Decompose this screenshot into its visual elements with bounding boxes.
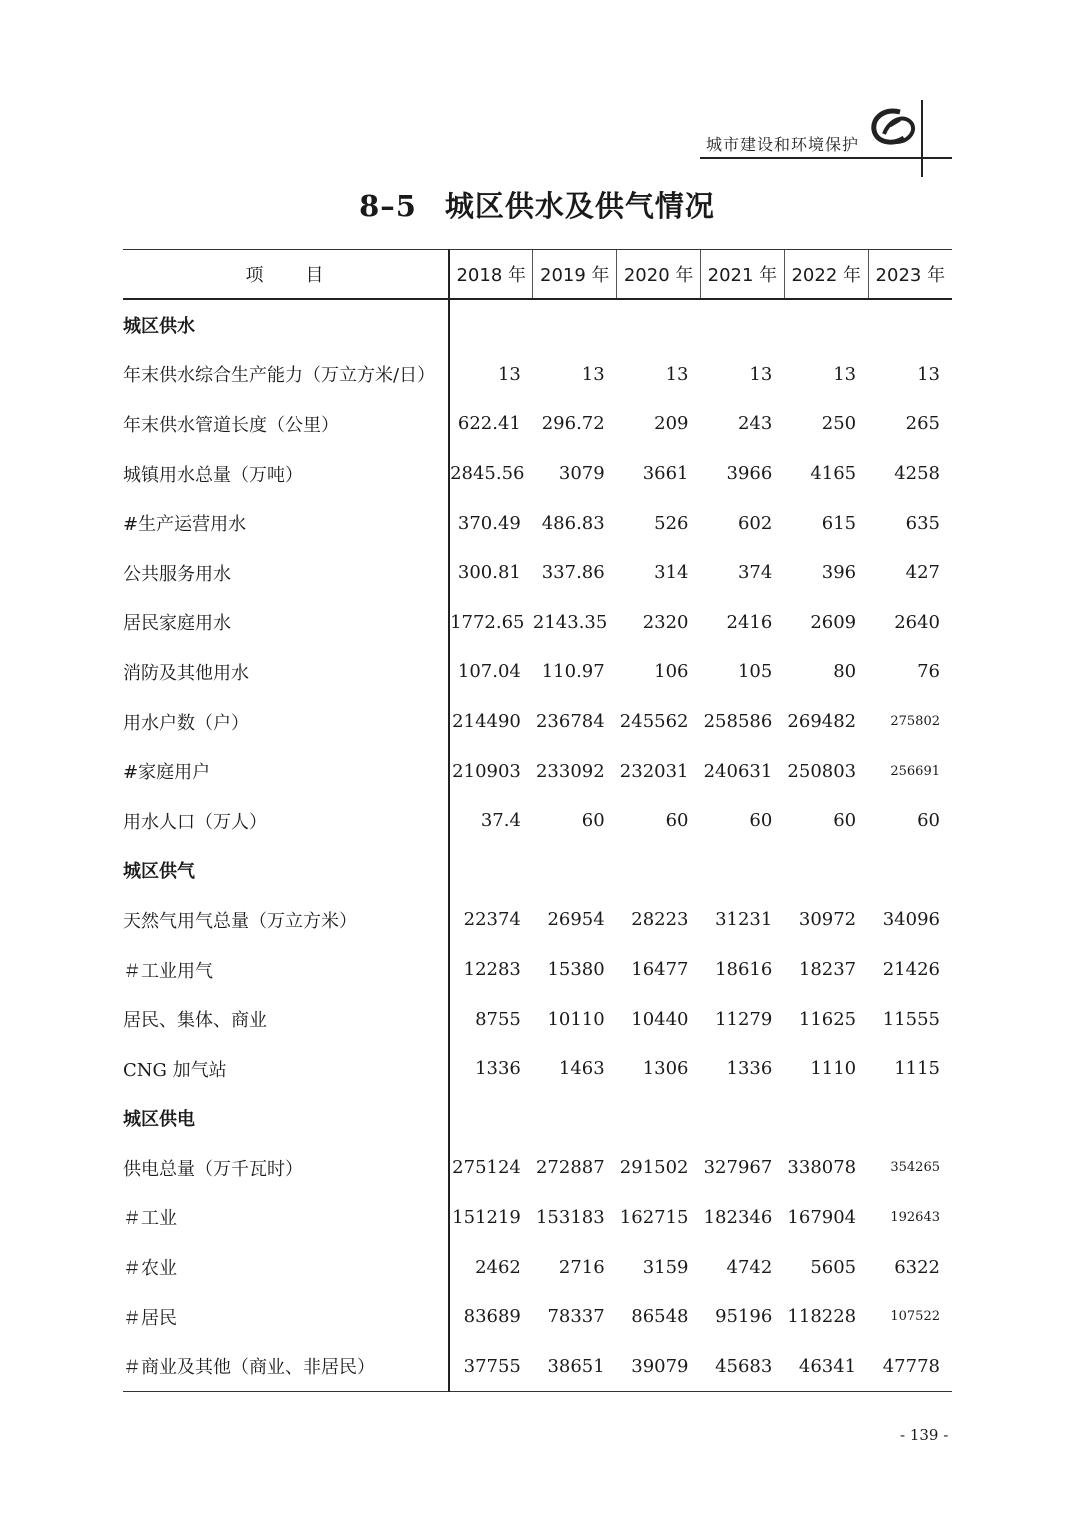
table-row — [123, 796, 952, 846]
cell-value: 272887 — [535, 1157, 605, 1179]
table-row — [123, 1292, 952, 1342]
column-header-year: 2019 年 — [533, 250, 617, 300]
cell-value — [701, 1094, 785, 1144]
cell-value: 22374 — [463, 909, 521, 931]
cell-value: 86548 — [631, 1306, 689, 1328]
row-label: 公共服务用水 — [123, 548, 449, 598]
cell-value: 354265 — [890, 1160, 940, 1176]
cell-value: 13 — [749, 363, 773, 385]
cell-value: 78337 — [547, 1306, 605, 1328]
cell-value: 13 — [833, 363, 857, 385]
cell-value: 3966 — [726, 463, 773, 485]
row-label: ＃工业用气 — [123, 945, 449, 995]
cell-value: 3159 — [642, 1256, 689, 1278]
cell-value: 31231 — [715, 909, 773, 931]
section-row — [123, 299, 952, 350]
cell-value: 2143.35 — [532, 611, 608, 633]
cell-value: 622.41 — [457, 413, 521, 435]
cell-value: 296.72 — [541, 413, 605, 435]
cell-value: 4258 — [894, 463, 940, 485]
cell-value: 38651 — [533, 1341, 617, 1391]
cell-value: 2845.56 — [450, 463, 525, 485]
cell-value — [617, 1094, 701, 1144]
cell-value — [701, 299, 785, 350]
row-label: ＃居民 — [123, 1292, 449, 1342]
cell-value: 182346 — [703, 1206, 773, 1228]
cell-value — [533, 1094, 617, 1144]
cell-value: 4165 — [810, 463, 857, 485]
cell-value: 300.81 — [457, 562, 521, 584]
row-label: 用水人口（万人） — [123, 796, 449, 846]
row-label: 供电总量（万千瓦时） — [123, 1143, 449, 1193]
table-row — [123, 1193, 952, 1243]
cell-value — [533, 846, 617, 896]
cell-value: 47778 — [868, 1341, 952, 1391]
cell-value: 275802 — [890, 714, 940, 730]
row-label: 居民、集体、商业 — [123, 994, 449, 1044]
cell-value: 2416 — [726, 611, 773, 633]
cell-value: 12283 — [463, 959, 521, 981]
cell-value — [868, 299, 952, 350]
cell-value — [701, 846, 785, 896]
cell-value: 374 — [737, 562, 773, 584]
cell-value: 250 — [821, 413, 857, 435]
data-table — [123, 249, 952, 1392]
table-row — [123, 1242, 952, 1292]
cell-value: 95196 — [715, 1306, 773, 1328]
cell-value: 8755 — [475, 1008, 521, 1030]
cell-value: 60 — [581, 810, 605, 832]
cell-value: 5605 — [810, 1256, 857, 1278]
cell-value: 314 — [654, 562, 689, 584]
row-label: #家庭用户 — [123, 746, 449, 796]
cell-value: 39079 — [617, 1341, 701, 1391]
cell-value: 167904 — [787, 1206, 857, 1228]
table-row — [123, 598, 952, 648]
cell-value: 60 — [749, 810, 773, 832]
table-body — [123, 299, 952, 1392]
row-label: 天然气用气总量（万立方米） — [123, 895, 449, 945]
table-row — [123, 994, 952, 1044]
cell-value: 275124 — [452, 1157, 521, 1179]
cell-value: 151219 — [452, 1206, 521, 1228]
cell-value: 4742 — [726, 1256, 773, 1278]
cell-value: 396 — [821, 562, 857, 584]
section-row — [123, 1094, 952, 1144]
cell-value: 250803 — [787, 760, 857, 782]
section-label: 城区供电 — [123, 1094, 449, 1144]
table-row — [123, 945, 952, 995]
cell-value: 11555 — [882, 1008, 940, 1030]
cell-value — [868, 1094, 952, 1144]
cell-value: 486.83 — [541, 512, 605, 534]
cell-value: 1306 — [642, 1058, 689, 1080]
cell-value: 10110 — [547, 1008, 605, 1030]
cell-value: 1336 — [475, 1058, 521, 1080]
table-row — [123, 548, 952, 598]
table-row — [123, 498, 952, 548]
cell-value: 327967 — [703, 1157, 773, 1179]
cell-value: 615 — [821, 512, 857, 534]
cell-value: 240631 — [703, 760, 773, 782]
table-number: 8–5 — [359, 189, 417, 223]
table-row — [123, 449, 952, 499]
table-row — [123, 647, 952, 697]
cell-value: 13 — [917, 363, 940, 385]
row-label: #生产运营用水 — [123, 498, 449, 548]
cell-value: 107.04 — [457, 661, 521, 683]
column-header-year: 2023 年 — [868, 250, 952, 300]
cell-value: 338078 — [787, 1157, 857, 1179]
row-label: 城镇用水总量（万吨） — [123, 449, 449, 499]
column-header-year: 2022 年 — [784, 250, 868, 300]
table-row — [123, 697, 952, 747]
cell-value: 2462 — [475, 1256, 521, 1278]
cell-value: 1772.65 — [450, 611, 525, 633]
row-label: ＃商业及其他（商业、非居民） — [123, 1341, 449, 1391]
cell-value: 18616 — [715, 959, 773, 981]
cell-value: 16477 — [631, 959, 689, 981]
cell-value: 26954 — [547, 909, 605, 931]
cell-value: 83689 — [463, 1306, 521, 1328]
cell-value: 2609 — [810, 611, 857, 633]
cell-value — [449, 1094, 533, 1144]
cell-value: 3079 — [558, 463, 605, 485]
cell-value: 13 — [581, 363, 605, 385]
cell-value: 192643 — [890, 1209, 940, 1225]
cell-value: 2640 — [894, 611, 940, 633]
cell-value: 28223 — [631, 909, 689, 931]
cell-value: 46341 — [784, 1341, 868, 1391]
cell-value — [784, 1094, 868, 1144]
cell-value: 11279 — [715, 1008, 773, 1030]
table-row — [123, 399, 952, 449]
cell-value — [449, 846, 533, 896]
cell-value: 15380 — [547, 959, 605, 981]
table-title: 城区供水及供气情况 — [444, 189, 715, 223]
cell-value — [868, 846, 952, 896]
cell-value: 107522 — [890, 1309, 940, 1325]
cell-value: 37.4 — [480, 810, 521, 832]
row-label: 年末供水管道长度（公里） — [123, 399, 449, 449]
cell-value: 118228 — [787, 1306, 857, 1328]
cell-value: 10440 — [631, 1008, 689, 1030]
row-label: 年末供水综合生产能力（万立方米/日） — [123, 350, 449, 400]
cell-value: 427 — [905, 562, 940, 584]
cell-value — [617, 299, 701, 350]
table-row — [123, 1143, 952, 1193]
cell-value: 2320 — [642, 611, 689, 633]
table-row — [123, 895, 952, 945]
row-label: ＃农业 — [123, 1242, 449, 1292]
cell-value: 233092 — [535, 760, 605, 782]
cell-value: 214490 — [452, 711, 521, 733]
cell-value: 1115 — [894, 1058, 940, 1080]
row-label: ＃工业 — [123, 1193, 449, 1243]
row-label: CNG 加气站 — [123, 1044, 449, 1094]
section-row — [123, 846, 952, 896]
cell-value: 34096 — [882, 909, 940, 931]
cell-value: 1463 — [558, 1058, 605, 1080]
cell-value: 13 — [665, 363, 689, 385]
cell-value — [784, 299, 868, 350]
cell-value: 526 — [654, 512, 689, 534]
cell-value: 370.49 — [457, 512, 521, 534]
cell-value: 153183 — [535, 1206, 605, 1228]
table-row — [123, 746, 952, 796]
cell-value: 236784 — [535, 711, 605, 733]
row-label: 用水户数（户） — [123, 697, 449, 747]
row-label: 消防及其他用水 — [123, 647, 449, 697]
cell-value: 209 — [654, 413, 689, 435]
cell-value: 232031 — [619, 760, 689, 782]
cell-value: 105 — [737, 661, 773, 683]
cell-value: 60 — [665, 810, 689, 832]
header-vertical-rule — [921, 100, 923, 177]
cell-value: 2716 — [558, 1256, 605, 1278]
cell-value: 76 — [917, 661, 940, 683]
cell-value: 210903 — [452, 760, 521, 782]
table-row — [123, 1044, 952, 1094]
column-header-year: 2021 年 — [701, 250, 785, 300]
table-row — [123, 1341, 952, 1391]
cell-value: 11625 — [798, 1008, 857, 1030]
column-header-year: 2020 年 — [617, 250, 701, 300]
cell-value: 3661 — [642, 463, 689, 485]
cell-value: 258586 — [703, 711, 773, 733]
cell-value: 265 — [905, 413, 940, 435]
section-label: 城区供水 — [123, 299, 449, 350]
cell-value: 256691 — [890, 763, 940, 779]
table-row — [123, 350, 952, 400]
cell-value: 291502 — [619, 1157, 689, 1179]
cell-value: 6322 — [894, 1256, 940, 1278]
cell-value: 1110 — [810, 1058, 857, 1080]
cell-value: 162715 — [619, 1206, 689, 1228]
cell-value: 21426 — [882, 959, 940, 981]
section-header-label: 城市建设和环境保护 — [706, 135, 860, 154]
cell-value: 269482 — [787, 711, 857, 733]
column-header-item: 项 目 — [123, 250, 449, 300]
cell-value — [533, 299, 617, 350]
publication-logo — [866, 104, 916, 154]
column-header-year: 2018 年 — [449, 250, 533, 300]
cell-value: 60 — [833, 810, 857, 832]
cell-value — [784, 846, 868, 896]
cell-value: 37755 — [449, 1341, 533, 1391]
row-label: 居民家庭用水 — [123, 598, 449, 648]
cell-value: 80 — [833, 661, 857, 683]
cell-value: 635 — [905, 512, 940, 534]
page-title — [0, 184, 1074, 225]
cell-value: 243 — [737, 413, 773, 435]
page-number: - 139 - — [900, 1426, 949, 1444]
cell-value — [617, 846, 701, 896]
cell-value: 337.86 — [541, 562, 605, 584]
cell-value: 45683 — [701, 1341, 785, 1391]
cell-value — [449, 299, 533, 350]
cell-value: 602 — [737, 512, 773, 534]
table-header-row — [123, 250, 952, 300]
cell-value: 13 — [497, 363, 521, 385]
cell-value: 60 — [917, 810, 940, 832]
section-label: 城区供气 — [123, 846, 449, 896]
cell-value: 110.97 — [541, 661, 605, 683]
cell-value: 1336 — [726, 1058, 773, 1080]
cell-value: 18237 — [798, 959, 857, 981]
cell-value: 106 — [654, 661, 689, 683]
cell-value: 30972 — [798, 909, 857, 931]
cell-value: 245562 — [619, 711, 689, 733]
header-rule — [700, 157, 952, 159]
